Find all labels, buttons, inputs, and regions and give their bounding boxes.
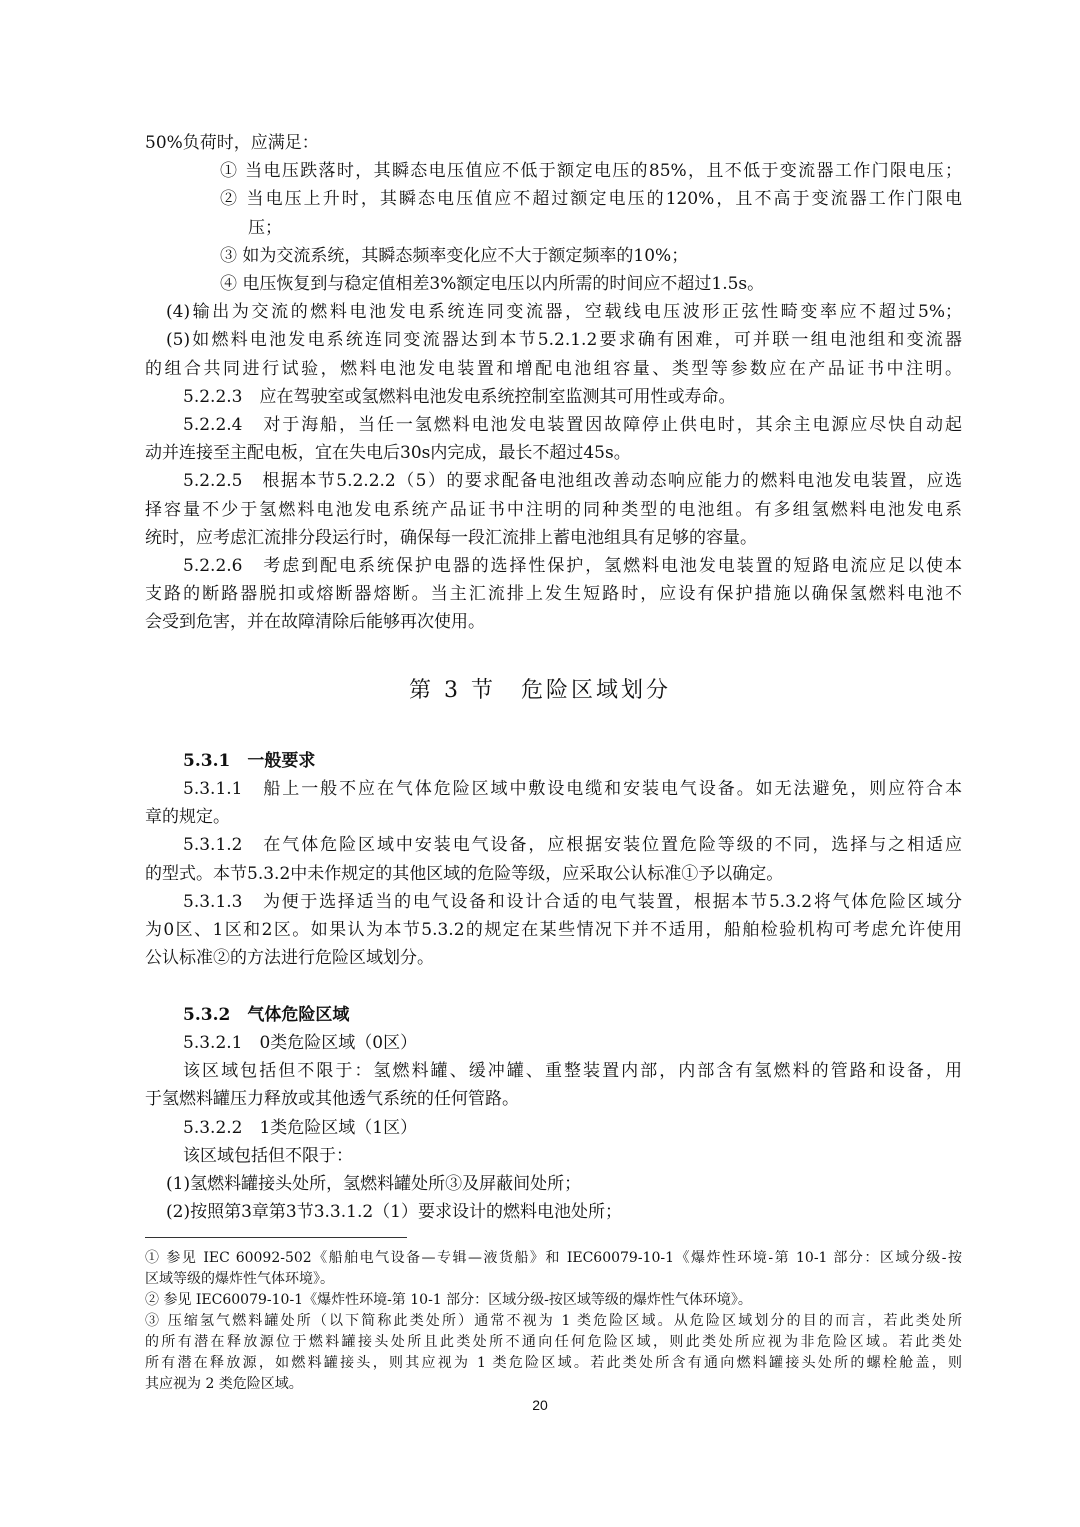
text-line: (4)输出为交流的燃料电池发电系统连同变流器，空载线电压波形正弦性畸变率应不超过5%； (166, 302, 962, 323)
text-line: 5.3.1.3 为便于选择适当的电气设备和设计合适的电气装置，根据本节5.3.2将气体危险区域分 (183, 891, 962, 912)
text-line: (5)如燃料电池发电系统连同变流器达到本节5.2.1.2要求确有困难，可并联一组电池组和变流器 (166, 330, 962, 351)
page-number: 20 (532, 1397, 548, 1413)
text-line: 为0区、1区和2区。如果认为本节5.3.2的规定在某些情况下并不适用，船舶检验机构可考虑允许使用 (145, 920, 962, 940)
text-line: 该区域包括但不限于： (183, 1145, 353, 1166)
text-line: 统时，应考虑汇流排分段运行时，确保每一段汇流排上蓄电池组具有足够的容量。 (145, 527, 757, 548)
text-line: 5.2.2.5 根据本节5.2.2.2（5）的要求配备电池组改善动态响应能力的燃料电池发电装置，应选 (183, 471, 962, 492)
text-line: 压； (248, 217, 282, 238)
footnote-separator (145, 1237, 407, 1238)
footnote-line: 的所有潜在释放源位于燃料罐接头处所且此类处所不通向任何危险区域，则此类处所应视为非危险区域。若此类处 (145, 1334, 962, 1350)
text-line: ② 当电压上升时，其瞬态电压值应不超过额定电压的120%，且不高于变流器工作门限电 (220, 189, 962, 210)
footnote-line: 所有潜在释放源，如燃料罐接头，则其应视为 1 类危险区域。若此类处所含有通向燃料罐接头处所的螺栓舱盖，则 (145, 1355, 962, 1371)
text-line: 5.2.2.3 应在驾驶室或氢燃料电池发电系统控制室监测其可用性或寿命。 (183, 386, 736, 407)
text-line: ③ 如为交流系统，其瞬态频率变化应不大于额定频率的10%； (220, 245, 689, 266)
text-line: 5.3.2.2 1类危险区域（1区） (183, 1117, 418, 1138)
text-line: 会受到危害，并在故障清除后能够再次使用。 (145, 612, 485, 633)
text-line: 5.3.2.1 0类危险区域（0区） (183, 1033, 418, 1053)
text-line: 5.3.1.1 船上一般不应在气体危险区域中敷设电缆和安装电气设备。如无法避免，则应符合本 (183, 779, 962, 799)
subsection-heading-general: 5.3.1 一般要求 (183, 751, 316, 771)
text-line: 50%负荷时，应满足： (145, 133, 319, 153)
text-line: 于氢燃料罐压力释放或其他透气系统的任何管路。 (145, 1089, 519, 1110)
text-line: 择容量不少于氢燃料电池发电系统产品证书中注明的同种类型的电池组。有多组氢燃料电池发电系 (145, 499, 962, 520)
text-line: (1)氢燃料罐接头处所，氢燃料罐处所③及屏蔽间处所； (166, 1174, 582, 1194)
text-line: ④ 电压恢复到与稳定值相差3%额定电压以内所需的时间应不超过1.5s。 (220, 274, 765, 294)
text-line: 5.2.2.6 考虑到配电系统保护电器的选择性保护，氢燃料电池发电装置的短路电流应足以使本 (183, 556, 962, 576)
text-line: ① 当电压跌落时，其瞬态电压值应不低于额定电压的85%，且不低于变流器工作门限电压； (220, 161, 962, 182)
section-heading: 第 3 节 危险区域划分 (409, 678, 671, 703)
footnote-line: ② 参见 IEC60079-10-1《爆炸性环境-第 10-1 部分：区域分级-按区域等级的爆炸性气体环境》。 (145, 1292, 752, 1308)
text-line: 该区域包括但不限于：氢燃料罐、缓冲罐、重整装置内部，内部含有氢燃料的管路和设备，用 (183, 1061, 962, 1082)
footnote-line: ① 参见 IEC 60092-502《船舶电气设备—专辑—液货船》和 IEC60079-10-1《爆炸性环境-第 10-1 部分：区域分级-按 (145, 1250, 962, 1266)
text-line: 支路的断路器脱扣或熔断器熔断。当主汇流排上发生短路时，应设有保护措施以确保氢燃料电池不 (145, 584, 962, 605)
text-line: 的组合共同进行试验，燃料电池发电装置和增配电池组容量、类型等参数应在产品证书中注明。 (145, 358, 962, 379)
text-line: 5.2.2.4 对于海船，当任一氢燃料电池发电装置因故障停止供电时，其余主电源应尽快自动起 (183, 415, 962, 435)
text-line: 章的规定。 (145, 807, 230, 828)
text-line: 的型式。本节5.3.2中未作规定的其他区域的危险等级，应采取公认标准①予以确定。 (145, 863, 784, 884)
footnote-line: ③ 压缩氢气燃料罐处所（以下简称此类处所）通常不视为 1 类危险区域。从危险区域划分的目的而言，若此类处所 (145, 1313, 962, 1329)
subsection-heading-gas-hazard: 5.3.2 气体危险区域 (183, 1005, 350, 1025)
text-line: 动并连接至主配电板，宜在失电后30s内完成，最长不超过45s。 (145, 443, 631, 464)
footnote-line: 区域等级的爆炸性气体环境》。 (145, 1271, 334, 1287)
text-line: (2)按照第3章第3节3.3.1.2（1）要求设计的燃料电池处所； (166, 1202, 623, 1223)
text-line: 公认标准②的方法进行危险区域划分。 (145, 948, 434, 969)
text-line: 5.3.1.2 在气体危险区域中安装电气设备，应根据安装位置危险等级的不同，选择与之相适应 (183, 835, 962, 856)
footnote-line: 其应视为 2 类危险区域。 (145, 1376, 303, 1392)
